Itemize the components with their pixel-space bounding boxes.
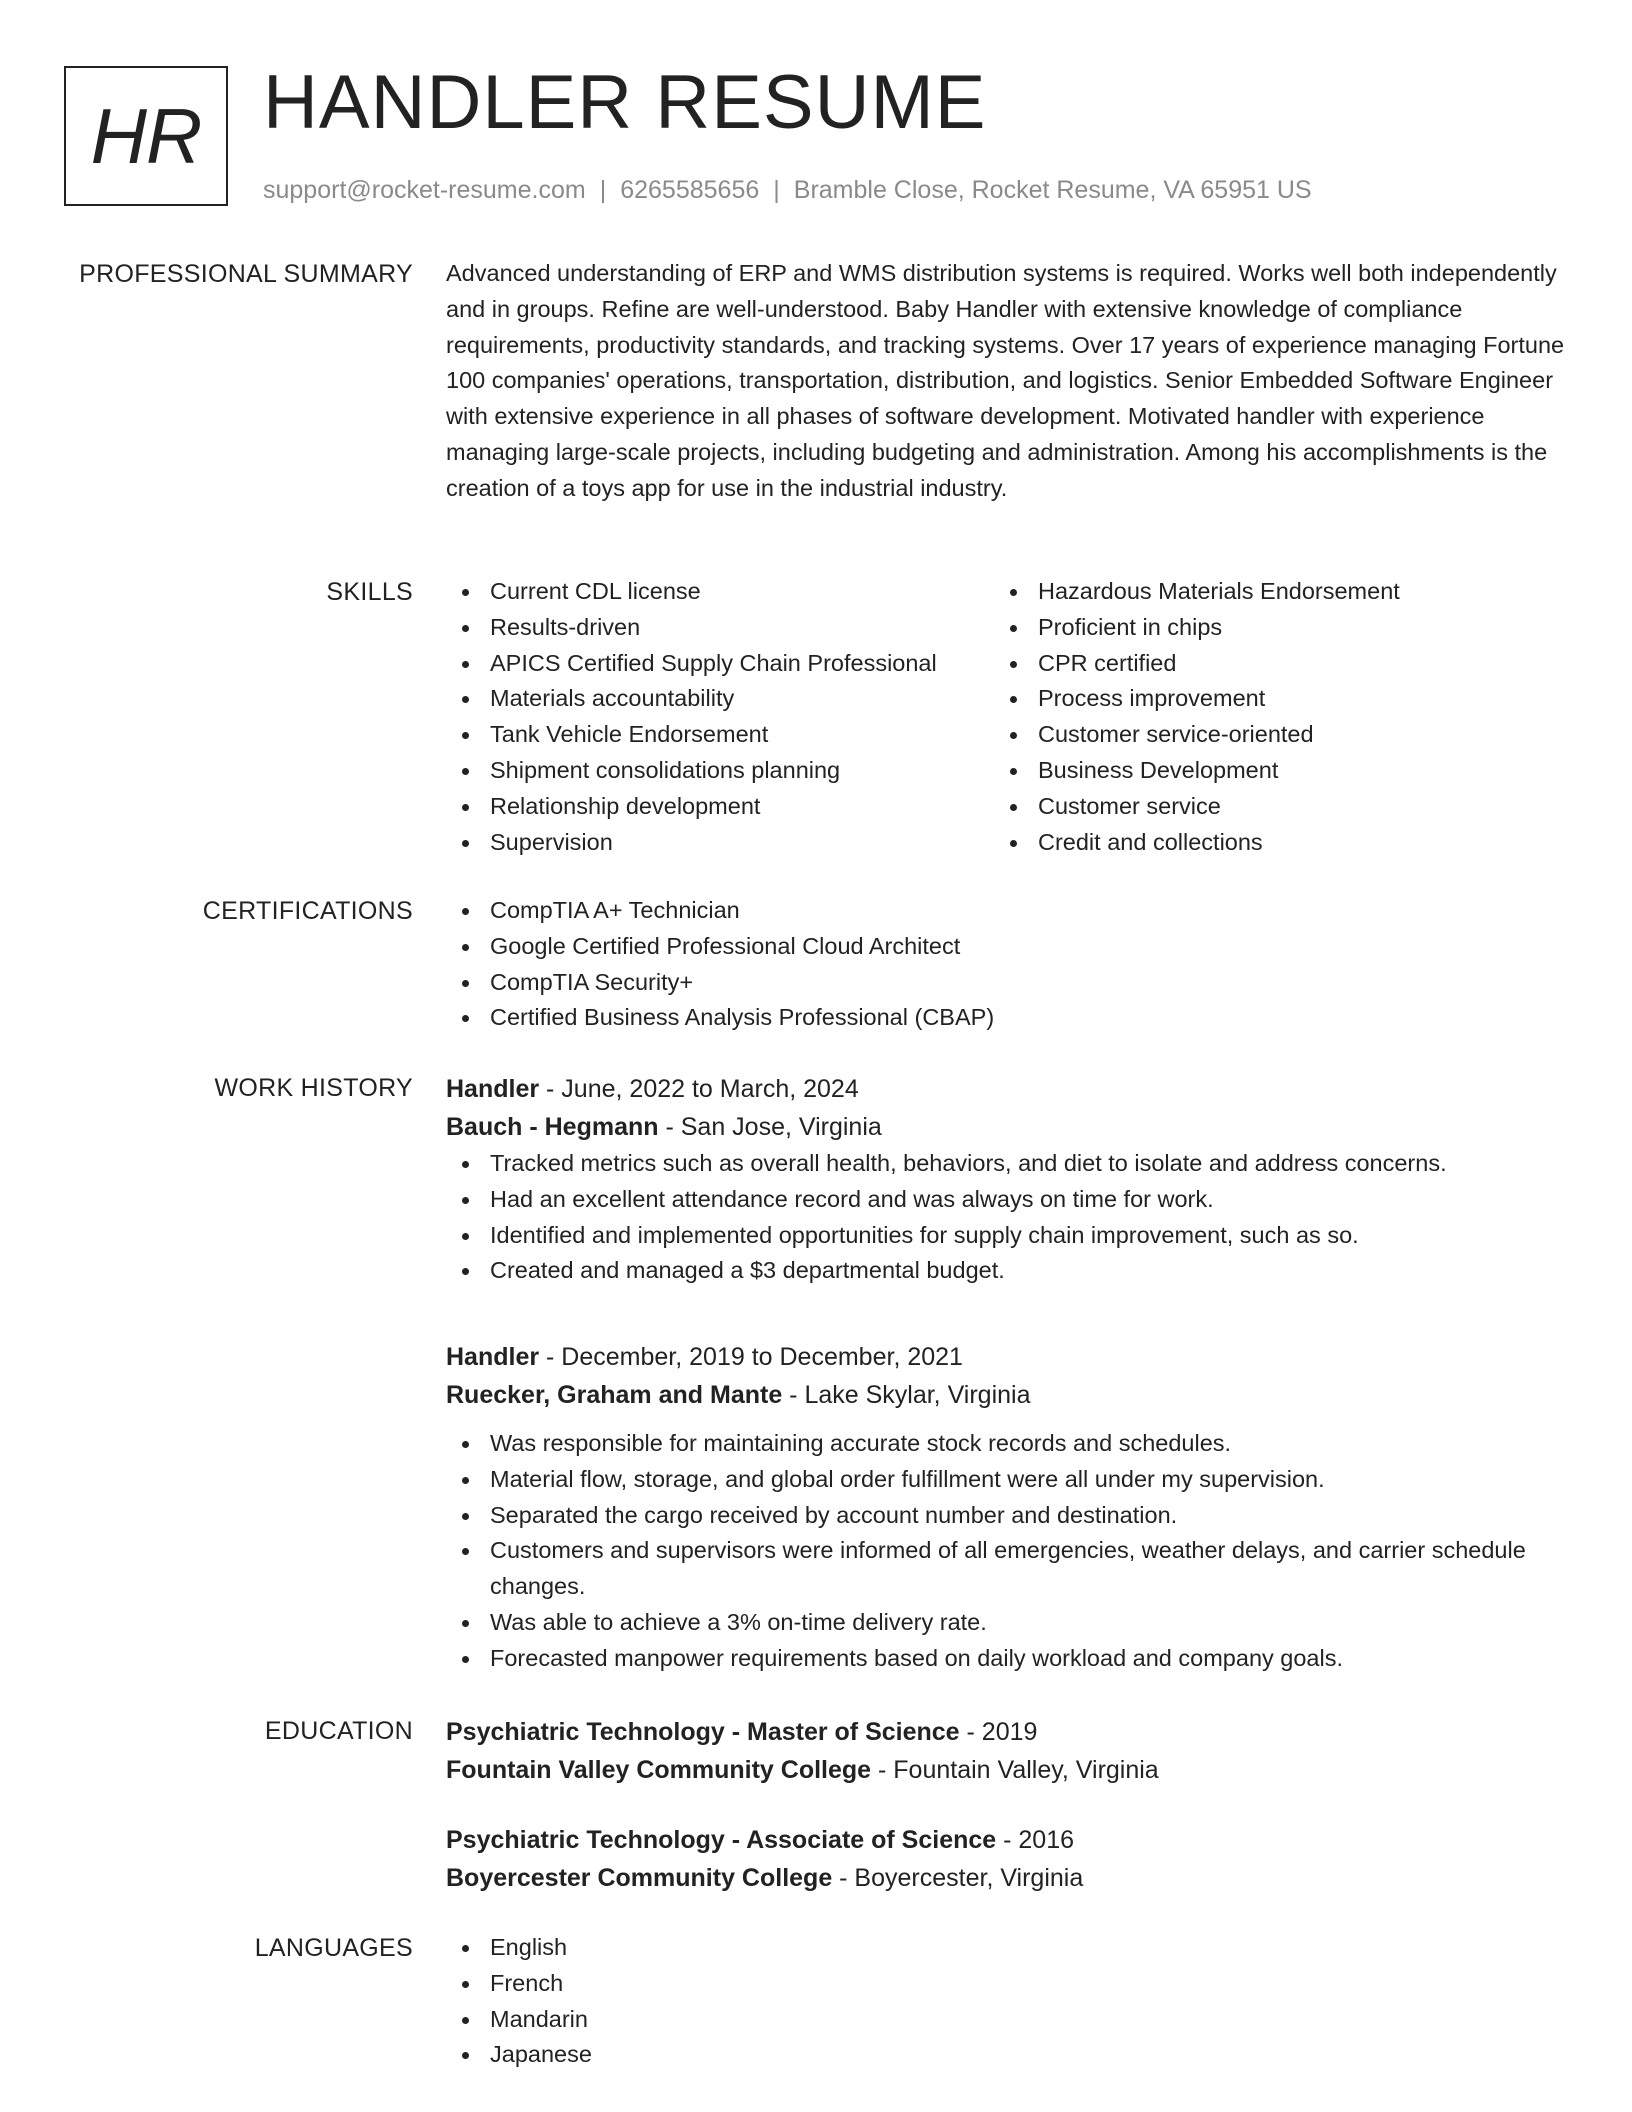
certification-item: Google Certified Professional Cloud Architect [446,929,1566,965]
job-dates: - December, 2019 to December, 2021 [539,1343,963,1371]
certification-item: CompTIA A+ Technician [446,893,1566,929]
contact-separator: | [599,176,607,204]
job-duties-list [446,1146,1566,1289]
job-duty-item: Tracked metrics such as overall health, behaviors, and diet to isolate and address concerns. [446,1146,1566,1182]
language-item: English [446,1930,1566,1966]
job-duty-item: Created and managed a $3 departmental budget. [446,1253,1566,1289]
skill-item: Current CDL license [446,574,994,610]
job-company: Ruecker, Graham and Mante [446,1381,783,1409]
language-item: Mandarin [446,2002,1566,2038]
section-label-work-history: WORK HISTORY [214,1074,413,1102]
monogram-badge [64,66,228,206]
skill-item: Credit and collections [994,825,1542,861]
skill-item: Supervision [446,825,994,861]
education-entry [446,1713,1566,1789]
education-entry [446,1821,1566,1897]
skill-item: Hazardous Materials Endorsement [994,574,1542,610]
section-label-languages: LANGUAGES [254,1934,413,1962]
monogram-initials: HR [90,91,202,180]
job-duty-item: Had an excellent attendance record and was always on time for work. [446,1182,1566,1218]
skill-item: Materials accountability [446,681,994,717]
skill-item: Shipment consolidations planning [446,753,994,789]
job-duty-item: Customers and supervisors were informed of all emergencies, weather delays, and carrier schedule changes. [446,1533,1566,1605]
job-duty-item: Separated the cargo received by account number and destination. [446,1498,1566,1534]
resume-name: HANDLER RESUME [263,60,987,145]
job-title: Handler [446,1075,540,1103]
skills-columns [446,574,1566,860]
certifications-list [446,893,1566,1036]
job-company-line [446,1108,1566,1146]
job-duty-item: Identified and implemented opportunities for supply chain improvement, such as so. [446,1218,1566,1254]
education-location: - Boyercester, Virginia [832,1864,1084,1892]
job-location: - Lake Skylar, Virginia [782,1381,1031,1409]
skill-item: Proficient in chips [994,610,1542,646]
education-year: - 2016 [996,1826,1075,1854]
certifications-body [446,893,1566,1036]
education-school: Fountain Valley Community College [446,1756,872,1784]
education-degree-line [446,1713,1566,1751]
section-label-education: EDUCATION [264,1717,413,1745]
job-title-line [446,1070,1566,1108]
job-duty-item: Was able to achieve a 3% on-time delivery rate. [446,1605,1566,1641]
job-duty-item: Forecasted manpower requirements based on daily workload and company goals. [446,1641,1566,1677]
education-year: - 2019 [959,1718,1038,1746]
job-duty-item: Material flow, storage, and global order fulfillment were all under my supervision. [446,1462,1566,1498]
skill-item: Relationship development [446,789,994,825]
job-title: Handler [446,1343,540,1371]
section-label-summary: PROFESSIONAL SUMMARY [79,260,413,288]
language-item: Japanese [446,2037,1566,2073]
skill-item: Customer service-oriented [994,717,1542,753]
education-school-line [446,1859,1566,1897]
job-dates: - June, 2022 to March, 2024 [539,1075,859,1103]
contact-email: support@rocket-resume.com [263,176,586,204]
education-location: - Fountain Valley, Virginia [871,1756,1159,1784]
education-degree: Psychiatric Technology - Master of Science [446,1718,960,1746]
skill-item: Process improvement [994,681,1542,717]
contact-phone: 6265585656 [620,176,760,204]
skill-item: APICS Certified Supply Chain Professional [446,646,994,682]
contact-line [263,174,1312,206]
languages-body [446,1930,1566,2073]
contact-address: Bramble Close, Rocket Resume, VA 65951 US [793,176,1312,204]
skills-list-right [994,574,1542,860]
job-duty-item: Was responsible for maintaining accurate stock records and schedules. [446,1426,1566,1462]
skills-list-left [446,574,994,860]
skill-item: Customer service [994,789,1542,825]
languages-list [446,1930,1566,2073]
skill-item: CPR certified [994,646,1542,682]
education-degree-line [446,1821,1566,1859]
skill-item: Results-driven [446,610,994,646]
summary-text: Advanced understanding of ERP and WMS distribution systems is required. Works well both independently and in groups. Refine are well-understood. Baby Handler with extensive knowledge of compliance requirements, productivity standards, and tracking systems. Over 17 years of experience managing Fortune 100 companies' operations, transportation, distribution, and logistics. Senior Embedded Software Engineer with extensive experience in all phases of software development. Motivated handler with experience managing large-scale projects, including budgeting and administration. Among his accomplishments is the creation of a toys app for use in the industrial industry. [446,260,1565,501]
education-school-line [446,1751,1566,1789]
job-entry [446,1070,1566,1289]
language-item: French [446,1966,1566,2002]
section-label-skills: SKILLS [326,578,413,606]
certification-item: Certified Business Analysis Professional (CBAP) [446,1000,1566,1036]
education-degree: Psychiatric Technology - Associate of Science [446,1826,997,1854]
job-entry [446,1338,1566,1677]
contact-separator: | [773,176,780,204]
job-title-line [446,1338,1566,1376]
section-label-certifications: CERTIFICATIONS [202,897,413,925]
skill-item: Business Development [994,753,1542,789]
certification-item: CompTIA Security+ [446,965,1566,1001]
job-location: - San Jose, Virginia [658,1113,882,1141]
education-school: Boyercester Community College [446,1864,833,1892]
job-company-line [446,1376,1566,1414]
job-duties-list [446,1426,1566,1677]
skill-item: Tank Vehicle Endorsement [446,717,994,753]
job-company: Bauch - Hegmann [446,1113,659,1141]
